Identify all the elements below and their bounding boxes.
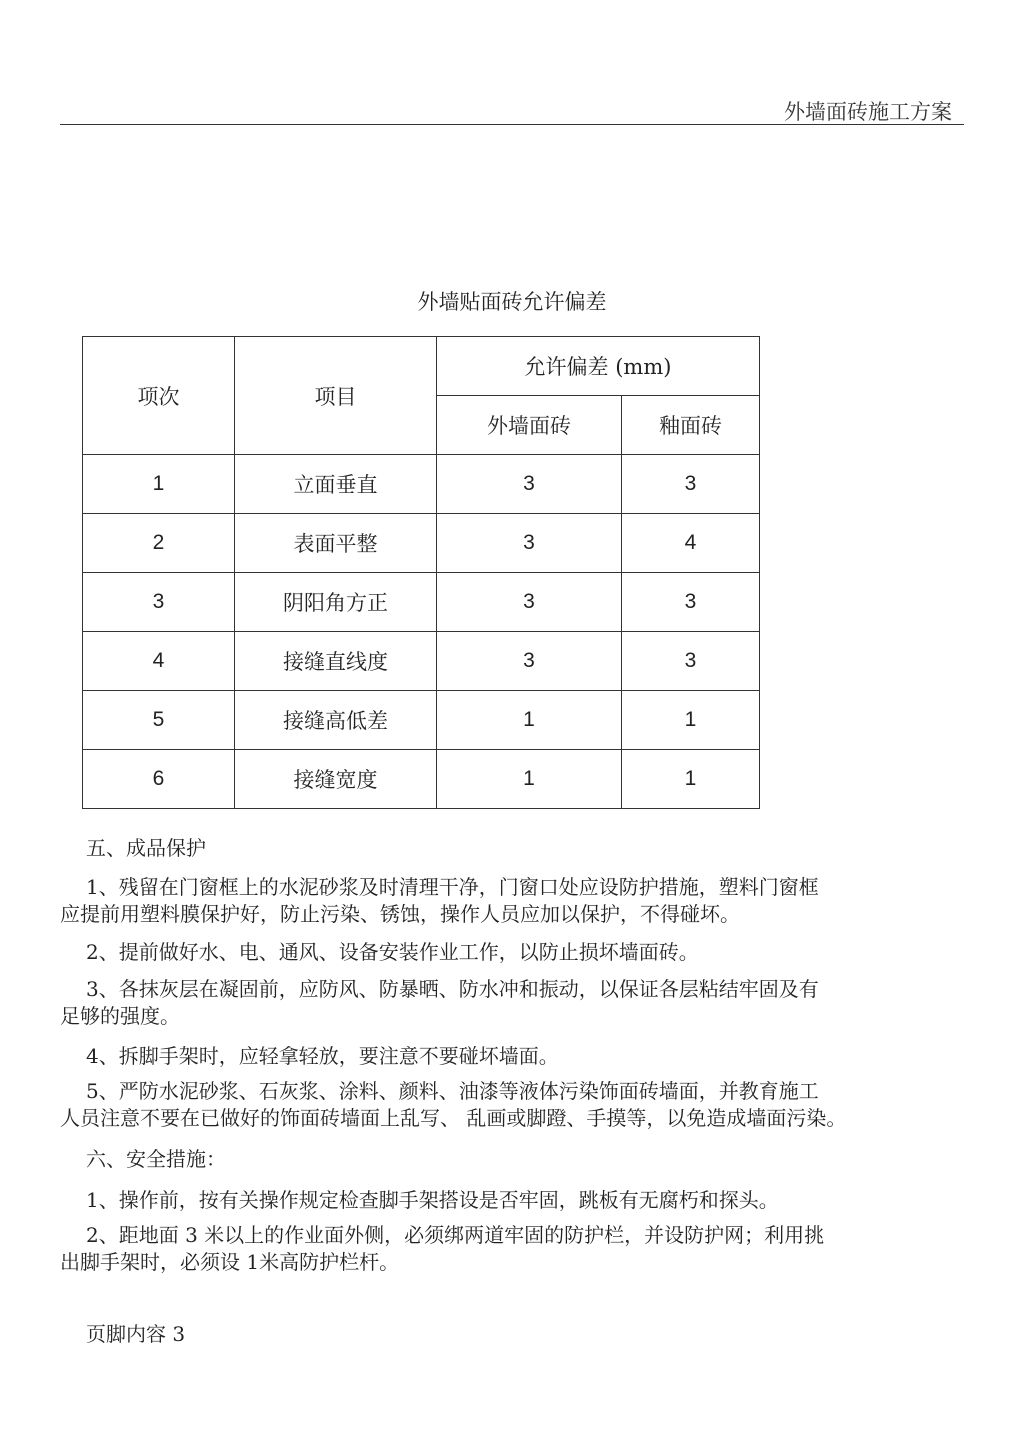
row-index: 4 <box>83 632 235 691</box>
row-index: 5 <box>83 691 235 750</box>
paragraph-line: 3、各抹灰层在凝固前，应防风、防暴晒、防水冲和振动，以保证各层粘结牢固及有 <box>86 977 819 1001</box>
header-exterior-tile: 外墙面砖 <box>437 396 622 455</box>
section5-item-2: 2、提前做好水、电、通风、设备安装作业工作，以防止损坏墙面砖。 <box>86 940 699 964</box>
row-exterior-value: 3 <box>437 514 622 573</box>
header-glazed-tile: 釉面砖 <box>622 396 760 455</box>
row-item: 立面垂直 <box>235 455 437 514</box>
paragraph-line: 1、残留在门窗框上的水泥砂浆及时清理干净，门窗口处应设防护措施，塑料门窗框 <box>86 875 819 899</box>
row-glazed-value: 1 <box>622 691 760 750</box>
row-glazed-value: 3 <box>622 632 760 691</box>
section5-heading: 五、成品保护 <box>86 836 206 860</box>
section6-item-2 <box>60 1222 960 1276</box>
row-index: 1 <box>83 455 235 514</box>
header-tolerance: 允许偏差 (mm) <box>437 337 760 396</box>
section5-item-5 <box>60 1078 960 1132</box>
row-glazed-value: 3 <box>622 573 760 632</box>
section6-item-1: 1、操作前，按有关操作规定检查脚手架搭设是否牢固，跳板有无腐朽和探头。 <box>86 1188 779 1212</box>
paragraph-line: 人员注意不要在已做好的饰面砖墙面上乱写、 乱画或脚蹬、手摸等，以免造成墙面污染。 <box>60 1106 847 1130</box>
row-exterior-value: 3 <box>437 632 622 691</box>
section5-item-1 <box>60 874 960 928</box>
section5-item-3 <box>60 976 960 1030</box>
row-item: 表面平整 <box>235 514 437 573</box>
row-item: 接缝高低差 <box>235 691 437 750</box>
row-glazed-value: 1 <box>622 750 760 809</box>
row-item: 接缝宽度 <box>235 750 437 809</box>
header-item: 项目 <box>235 337 437 455</box>
paragraph-line: 5、严防水泥砂浆、石灰浆、涂料、颜料、油漆等液体污染饰面砖墙面，并教育施工 <box>86 1079 819 1103</box>
page-footer: 页脚内容 3 <box>86 1322 186 1346</box>
section5-item-4: 4、拆脚手架时，应轻拿轻放，要注意不要碰坏墙面。 <box>86 1044 559 1068</box>
row-item: 接缝直线度 <box>235 632 437 691</box>
table-row <box>83 573 760 632</box>
paragraph-line: 应提前用塑料膜保护好，防止污染、锈蚀，操作人员应加以保护，不得碰坏。 <box>60 902 740 926</box>
tolerance-table <box>82 336 760 809</box>
page-header-title: 外墙面砖施工方案 <box>784 100 952 124</box>
row-exterior-value: 1 <box>437 691 622 750</box>
paragraph-line: 足够的强度。 <box>60 1004 180 1028</box>
header-index: 项次 <box>83 337 235 455</box>
row-index: 2 <box>83 514 235 573</box>
row-exterior-value: 1 <box>437 750 622 809</box>
header-divider <box>60 124 964 125</box>
table-title: 外墙贴面砖允许偏差 <box>417 290 607 314</box>
table-row <box>83 632 760 691</box>
section6-heading: 六、安全措施： <box>86 1147 226 1171</box>
row-exterior-value: 3 <box>437 455 622 514</box>
row-index: 6 <box>83 750 235 809</box>
paragraph-line: 出脚手架时，必须设 1米高防护栏杆。 <box>60 1250 400 1274</box>
row-exterior-value: 3 <box>437 573 622 632</box>
table-row <box>83 514 760 573</box>
table-header-row <box>83 337 760 396</box>
table-row <box>83 455 760 514</box>
row-glazed-value: 3 <box>622 455 760 514</box>
table-row <box>83 750 760 809</box>
row-item: 阴阳角方正 <box>235 573 437 632</box>
table-row <box>83 691 760 750</box>
paragraph-line: 2、距地面 3 米以上的作业面外侧，必须绑两道牢固的防护栏，并设防护网；利用挑 <box>86 1223 825 1247</box>
row-glazed-value: 4 <box>622 514 760 573</box>
row-index: 3 <box>83 573 235 632</box>
